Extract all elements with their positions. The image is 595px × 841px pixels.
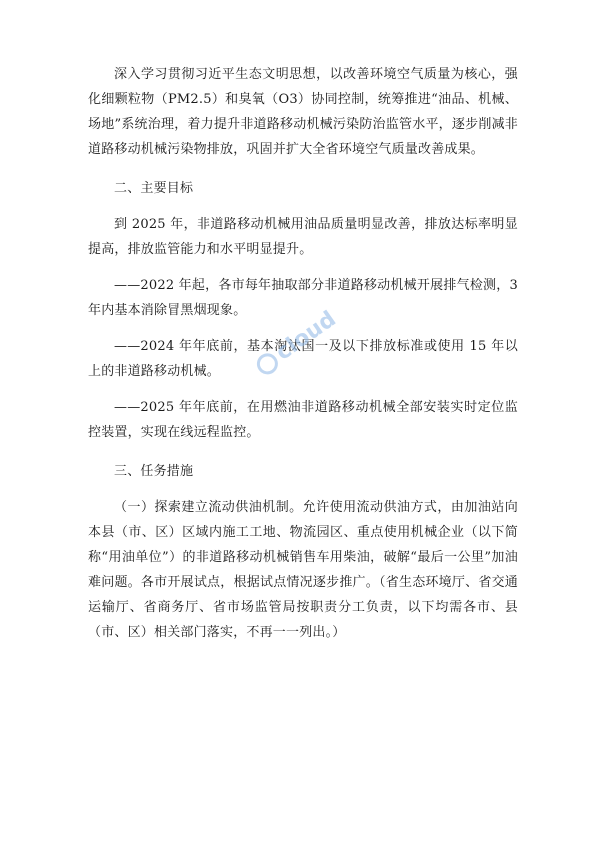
- watermark-text: cloud: [271, 306, 341, 366]
- document-body: [88, 62, 518, 645]
- paragraph-guiding-thought: 深入学习贯彻习近平生态文明思想，以改善环境空气质量为核心，强化细颗粒物（PM2.5）和臭氧（O3）协同控制，统筹推进“油品、机械、场地”系统治理，着力提升非道路移动机械污染防治监管水平，逐步削减非道路移动机械污染物排放，巩固并扩大全省环境空气质量改善成果。: [88, 67, 518, 157]
- paragraph-goal-2022: ——2022 年起，各市每年抽取部分非道路移动机械开展排气检测，3 年内基本消除冒黑烟现象。: [88, 278, 518, 318]
- paragraph-measure-1: （一）探索建立流动供油机制。允许使用流动供油方式，由加油站向本县（市、区）区域内施工工地、物流园区、重点使用机械企业（以下简称“用油单位”）的非道路移动机械销售车用柴油，破解“最后一公里”加油难问题。各市开展试点，根据试点情况逐步推广。（省生态环境厅、省交通运输厅、省商务厅、省市场监管局按职责分工负责，以下均需各市、县（市、区）相关部门落实，不再一一列出。）: [88, 500, 518, 640]
- paragraph-goal-2024: ——2024 年年底前，基本淘汰国一及以下排放标准或使用 15 年以上的非道路移动机械。: [88, 339, 518, 379]
- paragraph-goal-2025-monitoring: ——2025 年年底前，在用燃油非道路移动机械全部安装实时定位监控装置，实现在线远程监控。: [88, 400, 518, 440]
- section-heading-goals: 二、主要目标: [114, 181, 194, 196]
- section-heading-measures: 三、任务措施: [114, 464, 194, 479]
- paragraph-goal-2025: 到 2025 年，非道路移动机械用油品质量明显改善，排放达标率明显提高，排放监管能力和水平明显提升。: [88, 217, 518, 257]
